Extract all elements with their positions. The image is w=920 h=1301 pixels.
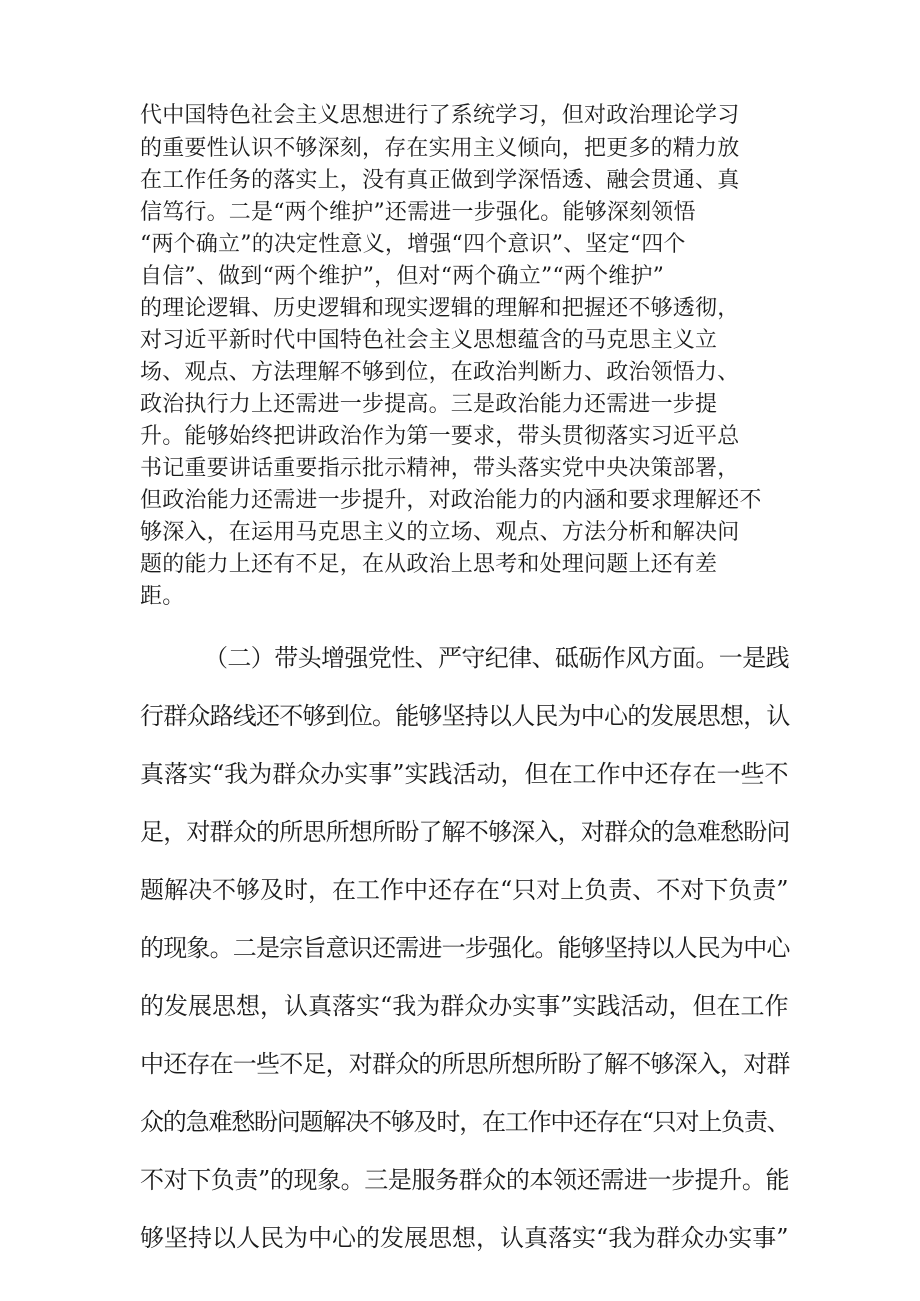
text-line: 场、观点、方法理解不够到位，在政治判断力、政治领悟力、: [140, 360, 740, 385]
text-line: 题解决不够及时，在工作中还存在“只对上负责、不对下负责”: [140, 876, 789, 904]
text-line: 升。能够始终把讲政治作为第一要求，带头贯彻落实习近平总: [140, 424, 740, 449]
text-line: 但政治能力还需进一步提升，对政治能力的内涵和要求理解还不: [140, 488, 762, 513]
text-line: 代中国特色社会主义思想进行了系统学习，但对政治理论学习: [140, 103, 740, 128]
text-line: 对习近平新时代中国特色社会主义思想蕴含的马克思主义立: [140, 328, 718, 353]
text-line: 书记重要讲话重要指示批示精神，带头落实党中央决策部署，: [140, 456, 740, 481]
text-line: 的发展思想，认真落实“我为群众办实事”实践活动，但在工作: [140, 992, 789, 1020]
text-line: 的现象。二是宗旨意识还需进一步强化。能够坚持以人民为中心: [140, 934, 790, 962]
text-line: “两个确立”的决定性意义，增强“四个意识”、坚定“四个: [140, 232, 686, 257]
text-line: 中还存在一些不足，对群众的所思所想所盼了解不够深入，对群: [140, 1050, 790, 1078]
text-line: 信笃行。二是“两个维护”还需进一步强化。能够深刻领悟: [140, 200, 696, 225]
text-line: 够深入，在运用马克思主义的立场、观点、方法分析和解决问: [140, 520, 740, 545]
text-line: 不对下负责”的现象。三是服务群众的本领还需进一步提升。能: [140, 1166, 790, 1194]
text-line: 真落实“我为群众办实事”实践活动，但在工作中还存在一些不: [140, 760, 789, 788]
text-line: 行群众路线还不够到位。能够坚持以人民为中心的发展思想，认: [140, 702, 790, 730]
text-line: 自信”、做到“两个维护”，但对“两个确立”“两个维护”: [140, 264, 665, 289]
text-line: 足，对群众的所思所想所盼了解不够深入，对群众的急难愁盼问: [140, 818, 790, 846]
text-line: 在工作任务的落实上，没有真正做到学深悟透、融会贯通、真: [140, 168, 740, 193]
text-line: 距。: [140, 584, 185, 609]
text-line: 题的能力上还有不足，在从政治上思考和处理问题上还有差: [140, 552, 718, 577]
section-heading-line: （二）带头增强党性、严守纪律、砥砺作风方面。一是践: [204, 644, 789, 672]
text-line: 政治执行力上还需进一步提高。三是政治能力还需进一步提: [140, 392, 718, 417]
text-line: 的重要性认识不够深刻，存在实用主义倾向，把更多的精力放: [140, 136, 740, 161]
text-line: 够坚持以人民为中心的发展思想，认真落实“我为群众办实事”: [140, 1224, 789, 1252]
text-line: 的理论逻辑、历史逻辑和现实逻辑的理解和把握还不够透彻，: [140, 296, 740, 321]
text-line: 众的急难愁盼问题解决不够及时，在工作中还存在“只对上负责、: [140, 1108, 790, 1136]
